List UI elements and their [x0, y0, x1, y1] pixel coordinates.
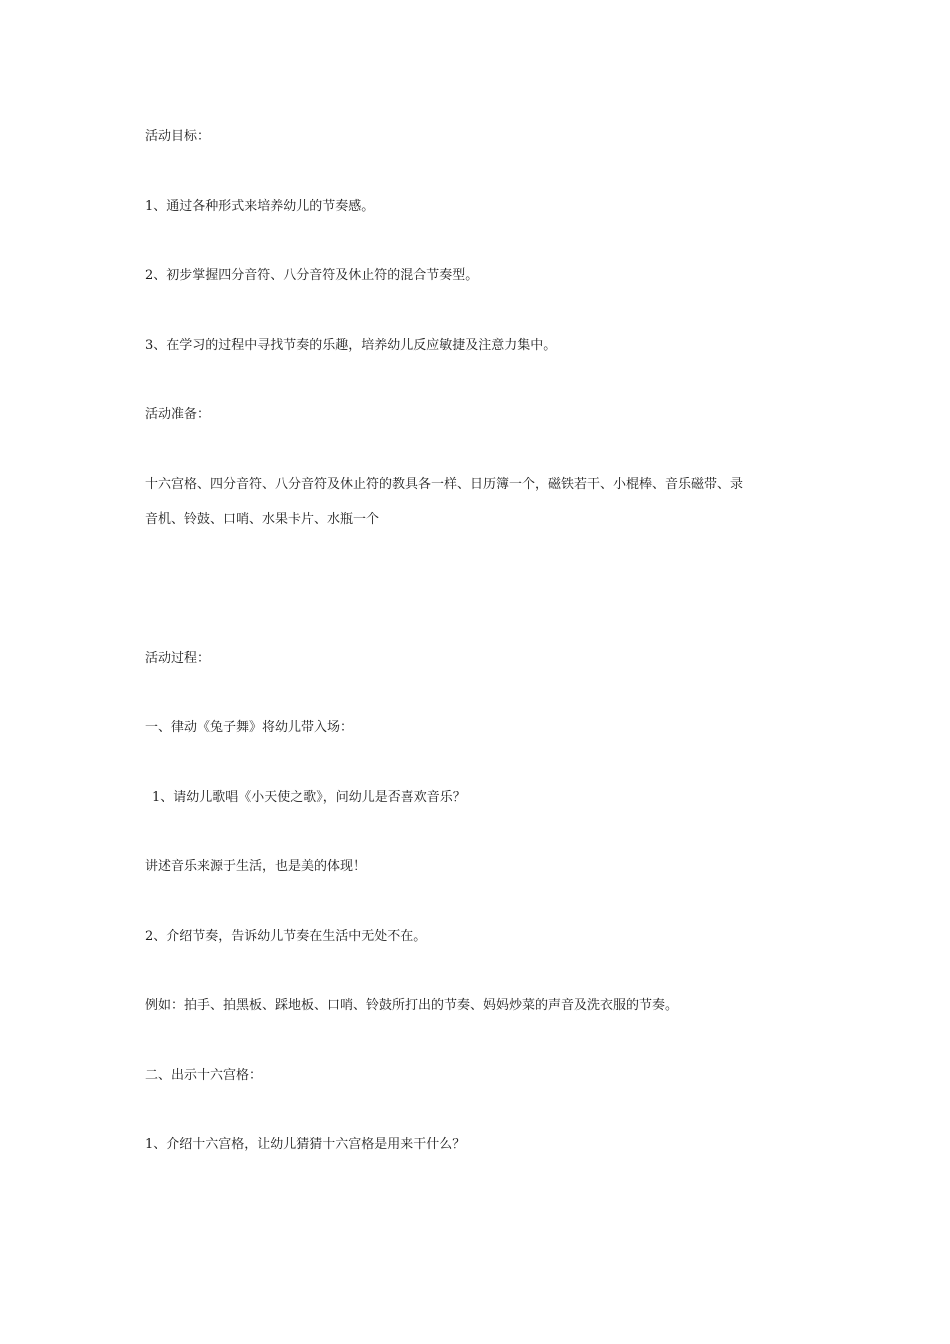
part1-item-2: 2、介绍节奏，告诉幼儿节奏在生活中无处不在。	[145, 929, 427, 944]
part1-note-1: 讲述音乐来源于生活，也是美的体现！	[145, 859, 367, 874]
goal-item-1: 1、通过各种形式来培养幼儿的节奏感。	[145, 199, 375, 214]
goal-item-3: 3、在学习的过程中寻找节奏的乐趣，培养幼儿反应敏捷及注意力集中。	[145, 338, 557, 353]
part1-heading: 一、律动《兔子舞》将幼儿带入场：	[145, 720, 354, 735]
process-heading: 活动过程：	[145, 651, 211, 666]
part1-example: 例如：拍手、拍黑板、踩地板、口哨、铃鼓所打出的节奏、妈妈炒菜的声音及洗衣服的节奏。	[145, 998, 679, 1013]
prep-heading: 活动准备：	[145, 407, 211, 422]
prep-line-2: 音机、铃鼓、口哨、水果卡片、水瓶一个	[145, 512, 380, 527]
goal-item-2: 2、初步掌握四分音符、八分音符及休止符的混合节奏型。	[145, 268, 479, 283]
prep-line-1: 十六宫格、四分音符、八分音符及休止符的教具各一样、日历簿一个，磁铁若干、小棍棒、音乐磁带、录	[145, 477, 744, 492]
part2-item-1: 1、介绍十六宫格，让幼儿猜猜十六宫格是用来干什么？	[145, 1137, 466, 1152]
part1-item-1: 1、请幼儿歌唱《小天使之歌》，问幼儿是否喜欢音乐？	[152, 790, 466, 805]
goals-heading: 活动目标：	[145, 129, 211, 144]
part2-heading: 二、出示十六宫格：	[145, 1068, 263, 1083]
